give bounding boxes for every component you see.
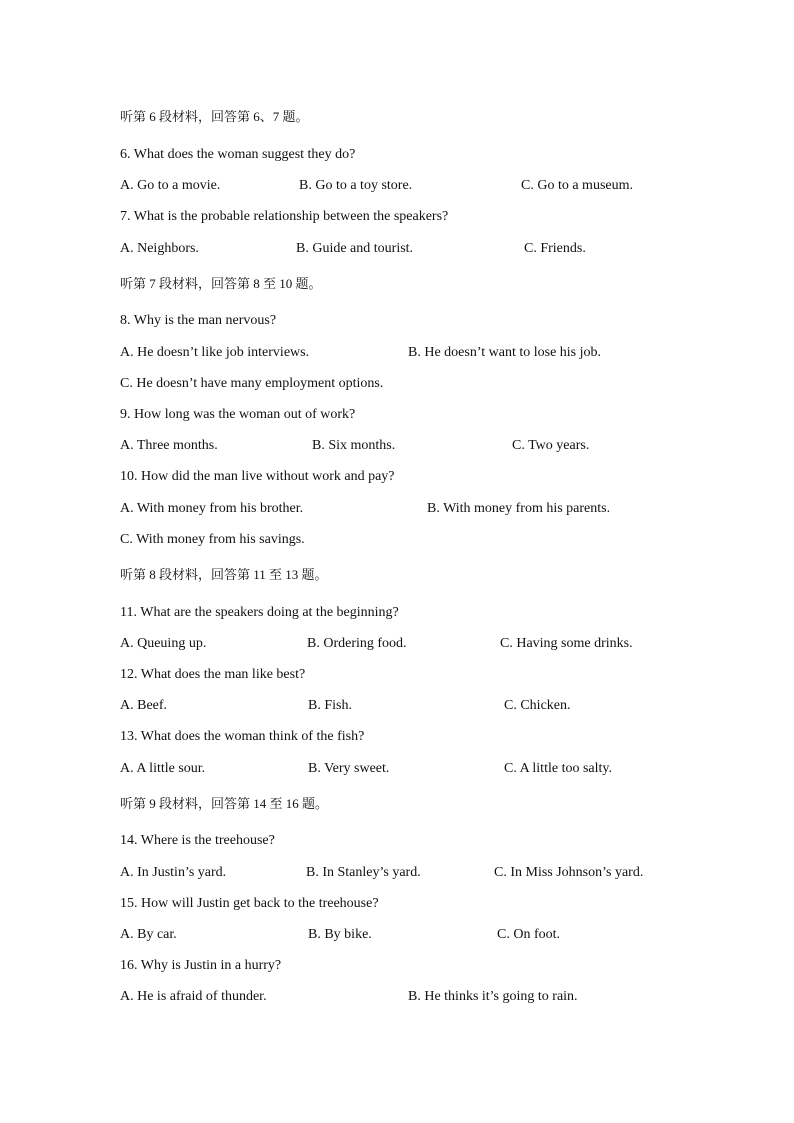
section-header: 听第 9 段材料，回答第 14 至 16 题。 <box>120 796 329 811</box>
option-c: C. Chicken. <box>504 698 571 713</box>
question-text: 12. What does the man like best? <box>120 667 306 682</box>
option-b: B. By bike. <box>308 927 372 942</box>
option-c: C. Two years. <box>512 438 590 453</box>
option-b: B. Fish. <box>308 698 352 713</box>
option-c: C. Having some drinks. <box>500 636 633 651</box>
question-text: 8. Why is the man nervous? <box>120 313 277 328</box>
option-c: C. A little too salty. <box>504 761 612 776</box>
option-b: B. He thinks it’s going to rain. <box>408 989 578 1004</box>
option-a: A. Queuing up. <box>120 636 207 651</box>
option-c: C. With money from his savings. <box>120 532 305 547</box>
option-b: B. Guide and tourist. <box>296 241 414 256</box>
option-b: B. In Stanley’s yard. <box>306 865 421 880</box>
option-a: A. He doesn’t like job interviews. <box>120 345 310 360</box>
option-b: B. With money from his parents. <box>427 501 611 516</box>
section-header: 听第 8 段材料，回答第 11 至 13 题。 <box>120 567 328 582</box>
option-a: A. Neighbors. <box>120 241 199 256</box>
option-b: B. Very sweet. <box>308 761 390 776</box>
option-b: B. He doesn’t want to lose his job. <box>408 345 602 360</box>
option-c: C. Friends. <box>524 241 586 256</box>
option-a: A. He is afraid of thunder. <box>120 989 267 1004</box>
option-b: B. Ordering food. <box>307 636 407 651</box>
option-a: A. In Justin’s yard. <box>120 865 227 880</box>
question-text: 15. How will Justin get back to the treehouse? <box>120 896 379 911</box>
option-c: C. On foot. <box>497 927 560 942</box>
option-c: C. Go to a museum. <box>521 178 633 193</box>
option-b: B. Six months. <box>312 438 396 453</box>
option-a: A. With money from his brother. <box>120 501 304 516</box>
question-text: 14. Where is the treehouse? <box>120 833 275 848</box>
option-a: A. A little sour. <box>120 761 206 776</box>
option-c: C. In Miss Johnson’s yard. <box>494 865 644 880</box>
question-text: 10. How did the man live without work and pay? <box>120 469 395 484</box>
option-c: C. He doesn’t have many employment options. <box>120 376 384 391</box>
option-b: B. Go to a toy store. <box>299 178 413 193</box>
section-header: 听第 7 段材料，回答第 8 至 10 题。 <box>120 276 322 291</box>
section-header: 听第 6 段材料，回答第 6、7 题。 <box>120 109 309 124</box>
question-text: 9. How long was the woman out of work? <box>120 407 356 422</box>
option-a: A. Beef. <box>120 698 168 713</box>
option-a: A. Go to a movie. <box>120 178 221 193</box>
question-text: 6. What does the woman suggest they do? <box>120 147 356 162</box>
question-text: 13. What does the woman think of the fish? <box>120 729 365 744</box>
question-text: 16. Why is Justin in a hurry? <box>120 958 282 973</box>
question-text: 11. What are the speakers doing at the beginning? <box>120 605 399 620</box>
option-a: A. Three months. <box>120 438 218 453</box>
question-text: 7. What is the probable relationship between the speakers? <box>120 209 449 224</box>
option-a: A. By car. <box>120 927 177 942</box>
